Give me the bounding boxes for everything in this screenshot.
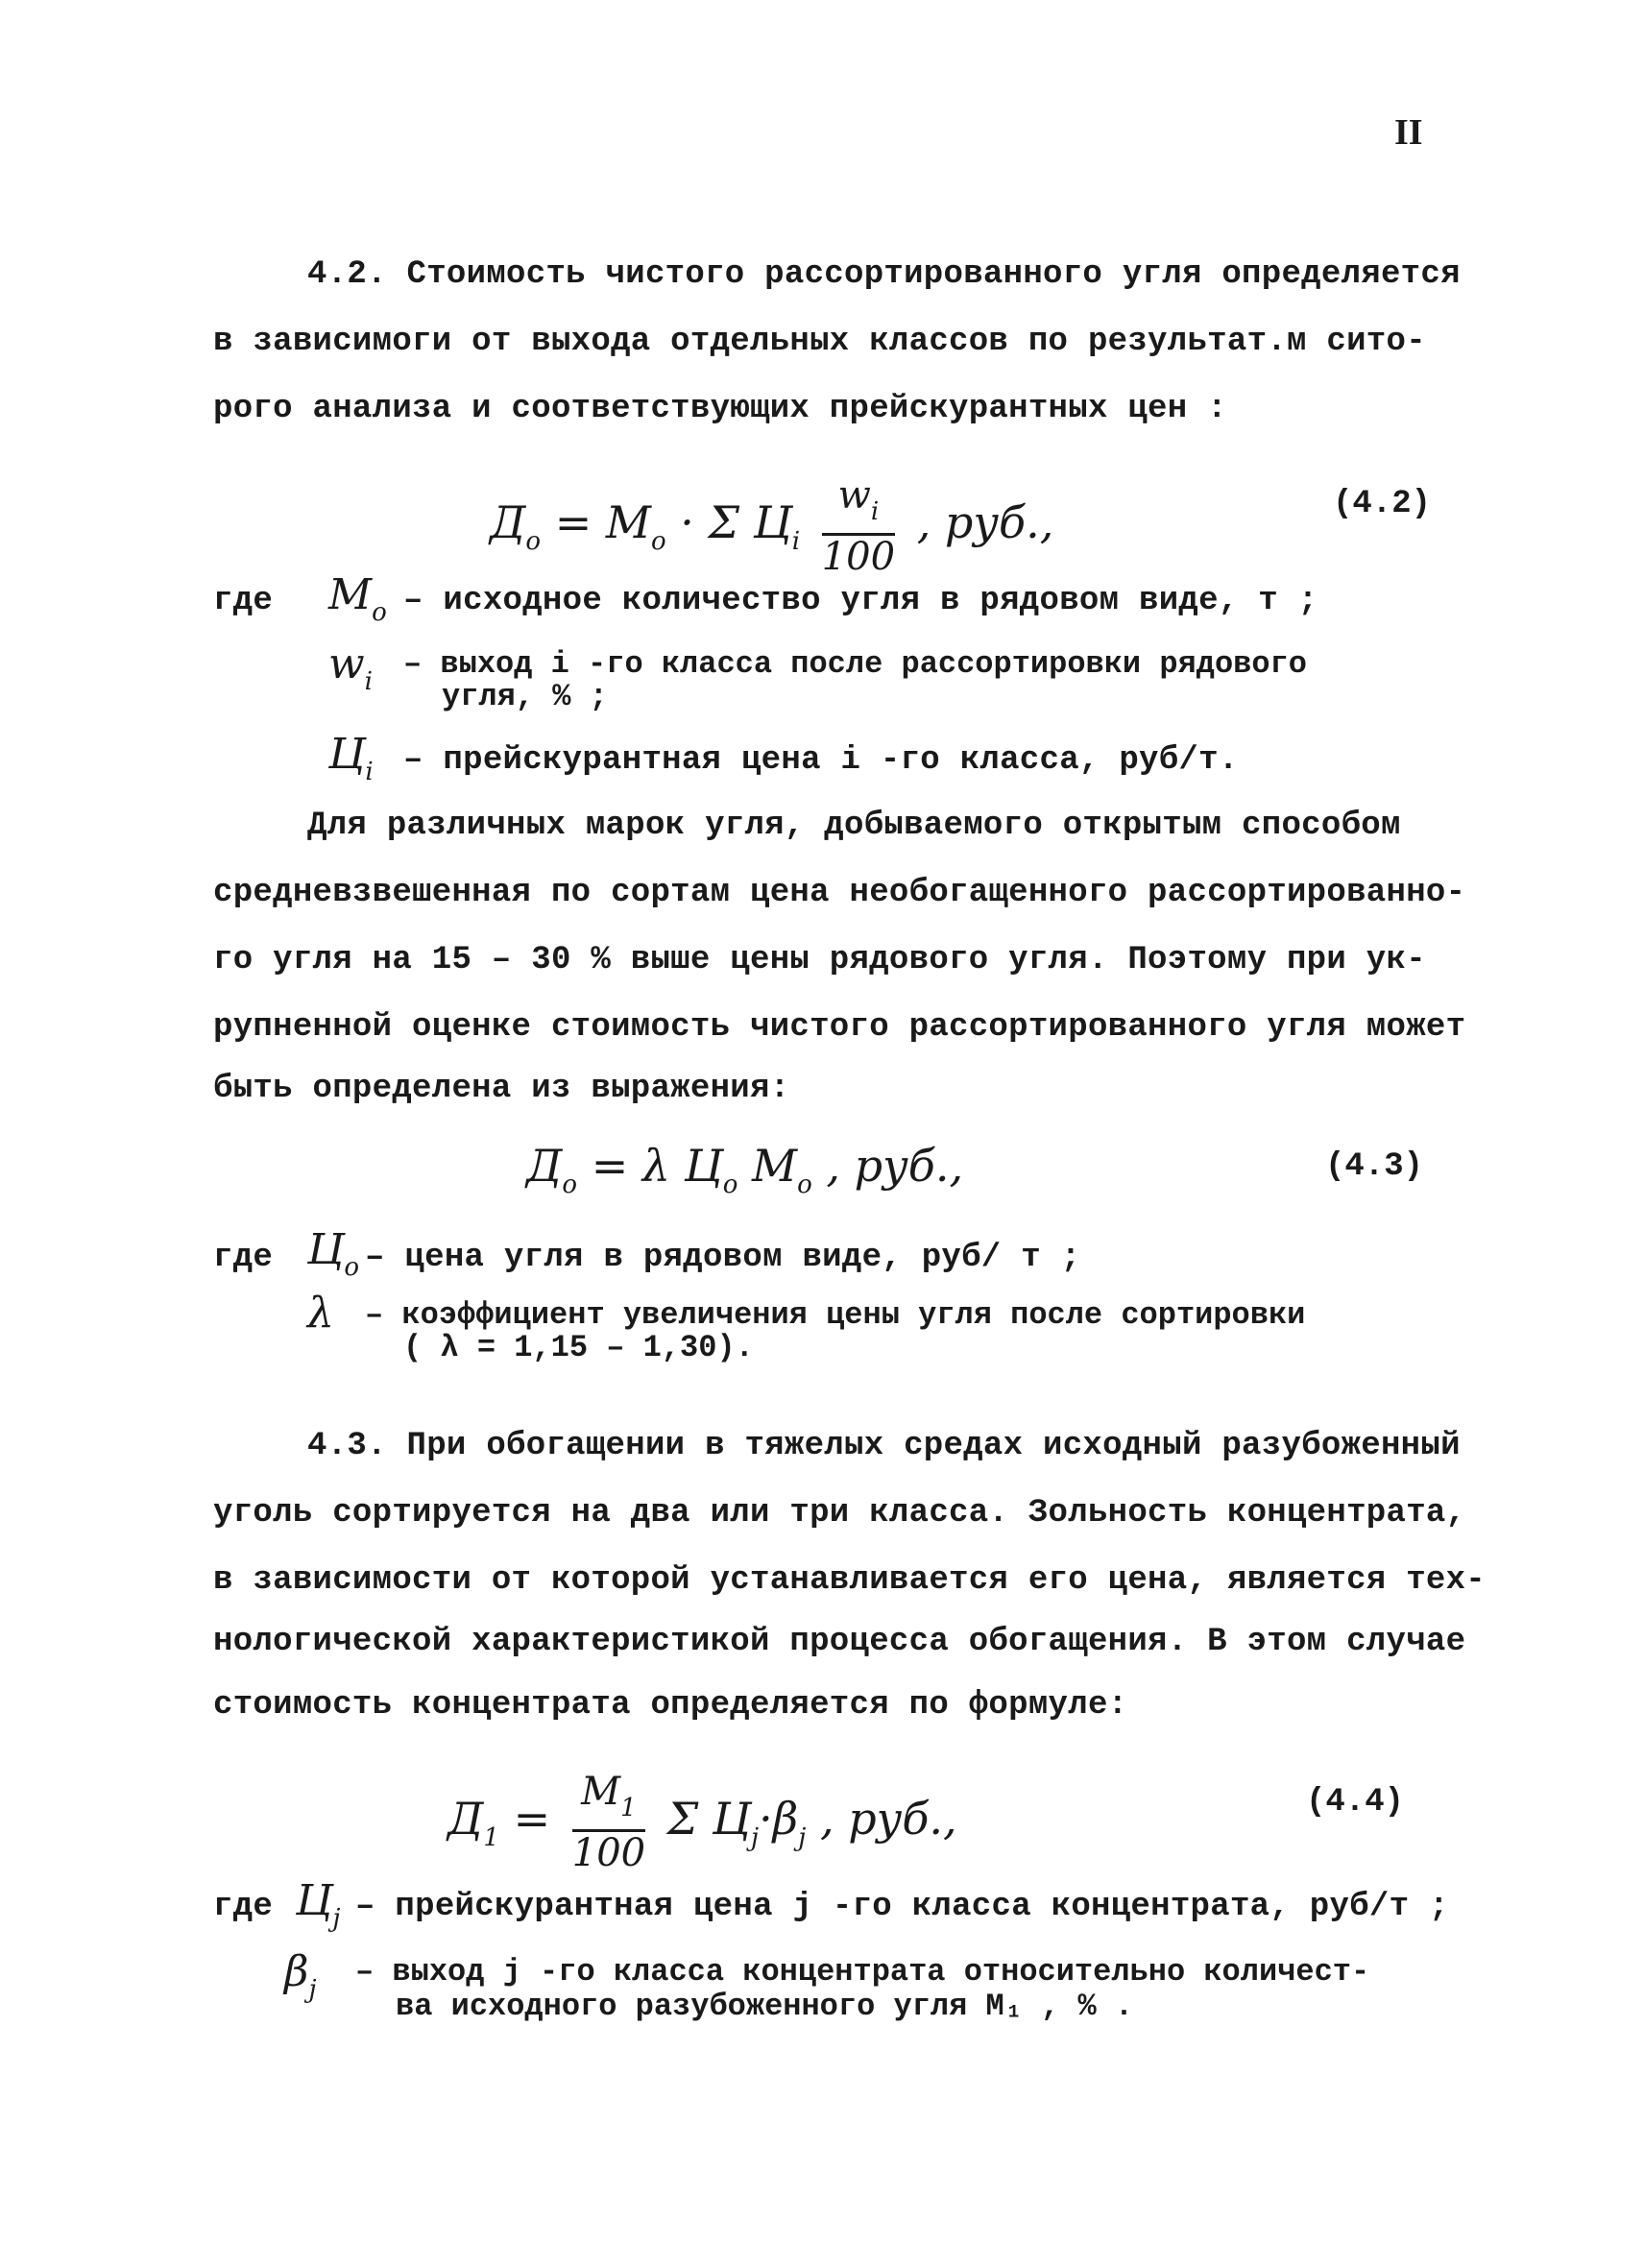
equation-number-4-4: (4.4) (1306, 1784, 1405, 1821)
where43-c-symbol: $Ц_o$ (307, 1225, 360, 1282)
where44-beta-text2: ва исходного разубоженного угля М₁ , % . (396, 1989, 1134, 2024)
sec43-line1: 4.3. При обогащении в тяжелых средах исходный разубоженный (307, 1428, 1461, 1464)
where42-w-text2: угля, % ; (442, 679, 608, 714)
equation-4-4: $Д_1$ = $\frac{М_1}{100}$ Σ $Ц_j\cdot\beta_j$ , руб., (447, 1770, 957, 1875)
sec42-line3: рого анализа и соответствующих прейскурантных цен : (213, 391, 1227, 427)
where44-beta-text1: – выход j -го класса концентрата относительно количест- (355, 1954, 1370, 1990)
where42-gde: где (213, 583, 274, 619)
page-number: II (1394, 112, 1423, 153)
para2-line5: быть определена из выражения: (213, 1071, 790, 1107)
para2-line2: средневзвешенная по сортам цена необогащенного рассортированно- (213, 875, 1466, 911)
para2-line4: рупненной оценке стоимость чистого рассортированного угля может (213, 1009, 1466, 1046)
where44-beta-symbol: $\beta_j$ (284, 1947, 317, 2004)
sec42-line1: 4.2. Стоимость чистого рассортированного угля определяется (307, 256, 1461, 293)
where44-c-symbol: $Ц_j$ (296, 1876, 341, 1933)
where43-gde: где (213, 1240, 274, 1276)
where42-w-symbol: $w_i$ (328, 639, 373, 696)
where42-w-text1: – выход i -го класса после рассортировки рядового (403, 646, 1307, 682)
sec43-line2: уголь сортируется на два или три класса. Зольность концентрата, (213, 1495, 1466, 1532)
sec42-line2: в зависимоги от выхода отдельных классов по результат.м сито- (213, 324, 1426, 360)
where43-lambda-text1: – коэффициент увеличения цены угля после сортировки (365, 1297, 1306, 1333)
where42-c-symbol: $Ц_i$ (328, 730, 374, 786)
where43-c-text: – цена угля в рядовом виде, руб/ т ; (365, 1240, 1081, 1276)
where44-gde: где (213, 1889, 274, 1925)
equation-4-3: $Д_o = \lambda$ $Ц_o$ $М_o$ , руб., (526, 1140, 964, 1199)
equation-number-4-3: (4.3) (1325, 1148, 1424, 1185)
where43-lambda-text2: ( λ = 1,15 – 1,30). (403, 1330, 754, 1365)
equation-4-2: $Д_o = М_o \cdot \Sigma$ $Ц_i$ $\frac{w_i}{100}$ , руб., (490, 473, 1054, 579)
para2-line1: Для различных марок угля, добываемого открытым способом (307, 808, 1401, 844)
sec43-line3: в зависимости от которой устанавливается его цена, является тех- (213, 1562, 1487, 1599)
sec43-line5: стоимость концентрата определяется по формуле: (213, 1687, 1128, 1724)
para2-line3: го угля на 15 – 30 % выше цены рядового угля. Поэтому при ук- (213, 942, 1426, 978)
where42-m-symbol: $М_o$ (328, 570, 387, 627)
where42-c-text: – прейскурантная цена i -го класса, руб/т. (403, 742, 1239, 779)
where42-m-text: – исходное количество угля в рядовом виде, т ; (403, 583, 1318, 619)
equation-number-4-2: (4.2) (1333, 486, 1432, 522)
where43-lambda-symbol: λ (307, 1289, 334, 1338)
where44-c-text: – прейскурантная цена j -го класса концентрата, руб/т ; (355, 1889, 1449, 1925)
fraction-m1-over-100: $\frac{М_1}{100}$ (571, 1770, 646, 1875)
fraction-w-over-100: $\frac{w_i}{100}$ (821, 473, 896, 579)
sec43-line4: нологической характеристикой процесса обогащения. В этом случае (213, 1624, 1466, 1660)
